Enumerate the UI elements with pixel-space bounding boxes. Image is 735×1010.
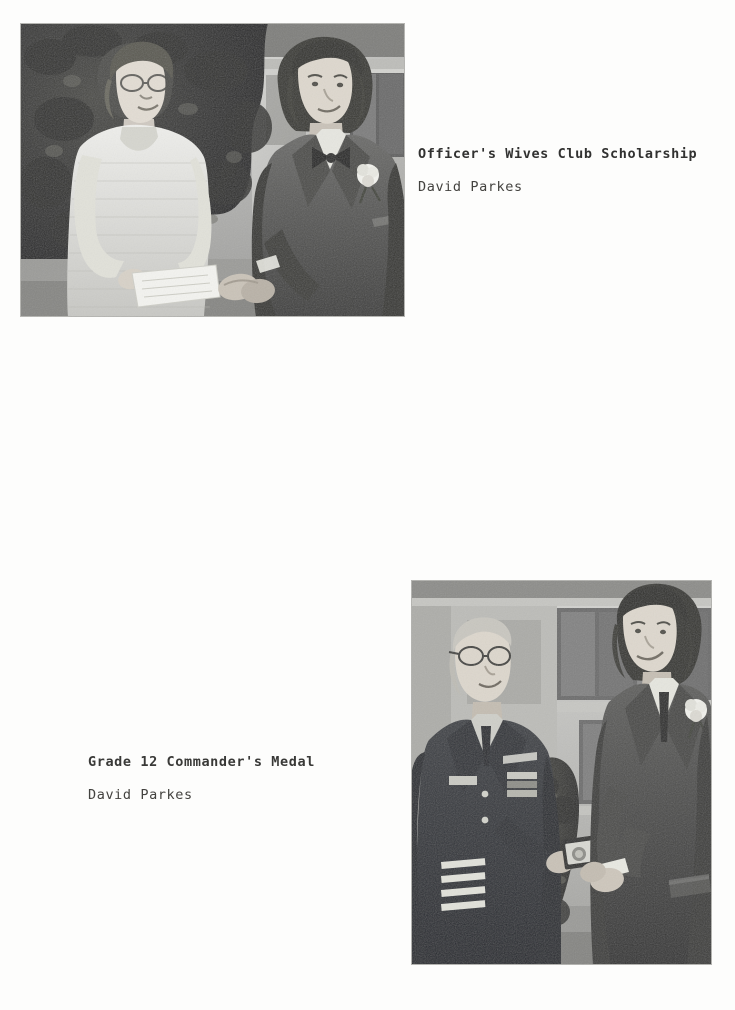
scholarship-presentation-photo — [20, 23, 405, 317]
top-caption — [418, 138, 697, 204]
bottom-caption-name: David Parkes — [88, 787, 193, 804]
commanders-medal-presentation-photo — [411, 580, 712, 965]
top-caption-name: David Parkes — [418, 179, 523, 196]
top-caption-title: Officer's Wives Club Scholarship — [418, 146, 698, 162]
bottom-caption — [88, 746, 315, 812]
bottom-caption-title: Grade 12 Commander's Medal — [88, 754, 315, 770]
